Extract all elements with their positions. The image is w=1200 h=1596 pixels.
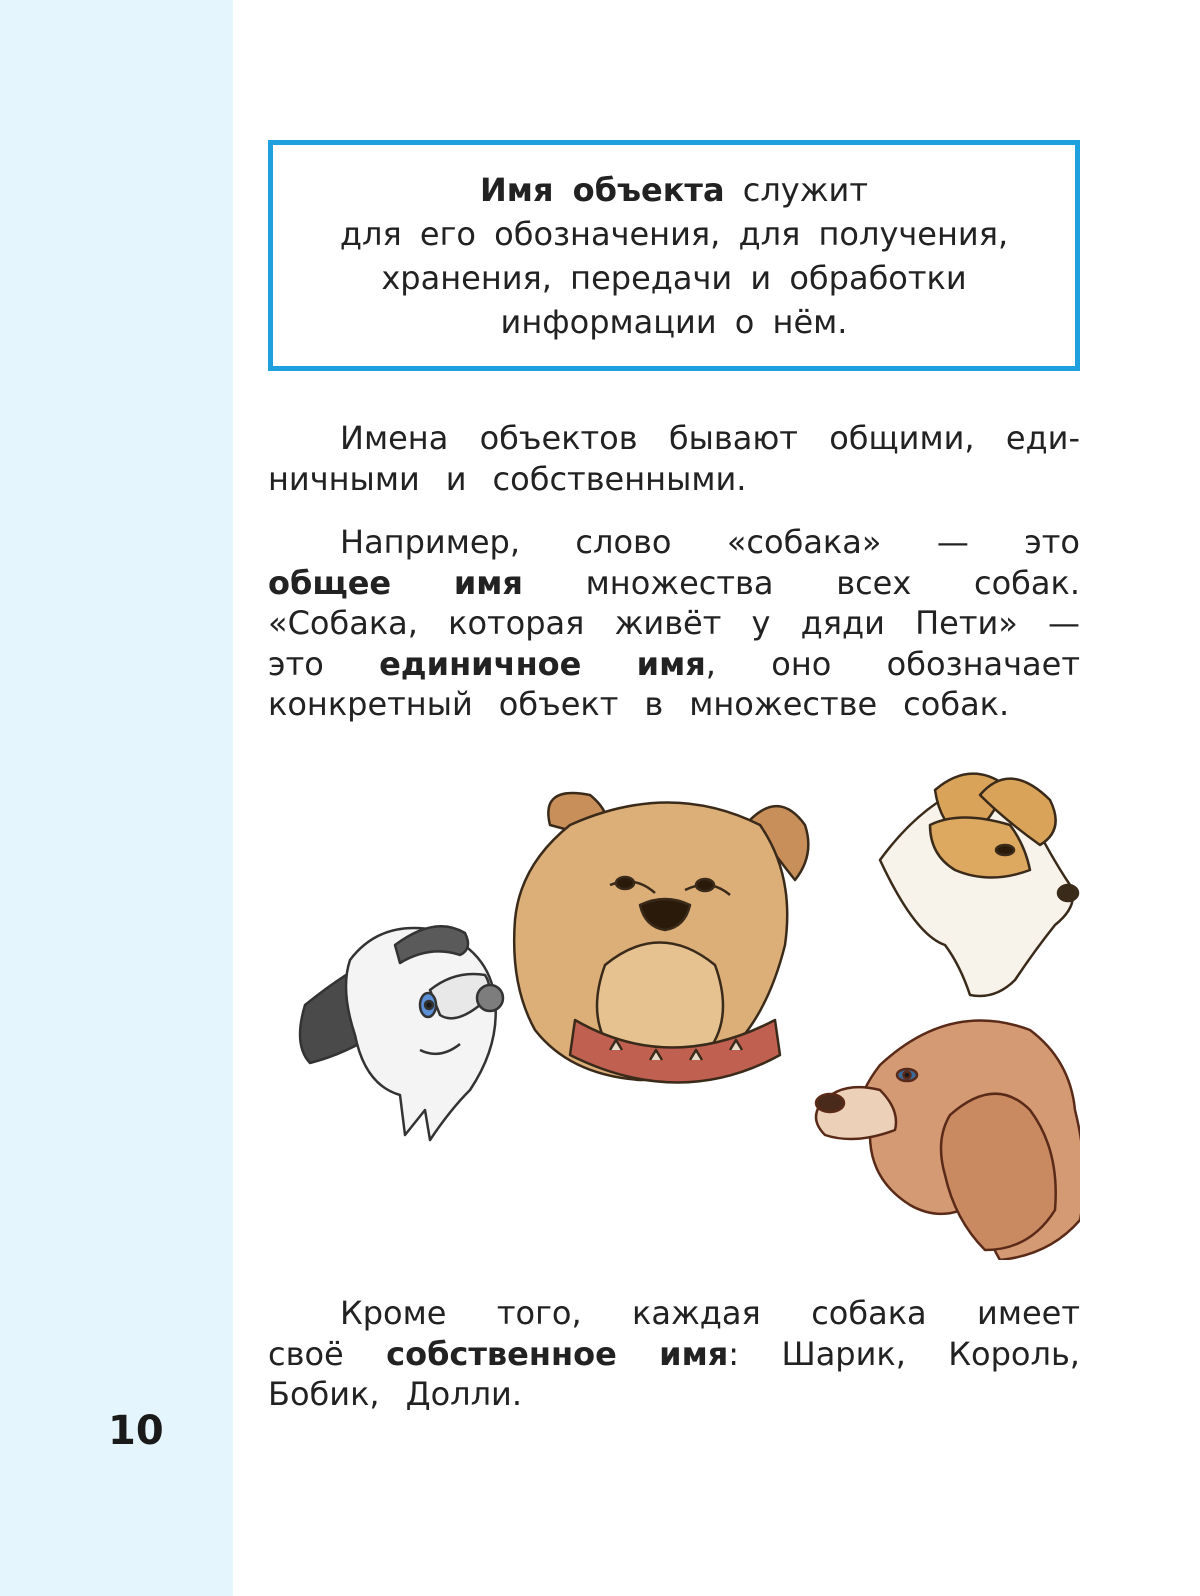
text-line: Кроме того, каждая собака имеет (340, 1294, 1080, 1332)
definition-line-2: для его обозначения, для получения, (339, 214, 1009, 253)
text-line: общее имя множества всех собак. (268, 563, 1080, 602)
term-common-name: общее (268, 563, 392, 602)
text-line: Имена объектов бывают общими, еди- (340, 419, 1080, 457)
fox-terrier-head (880, 774, 1078, 996)
text-line: это единичное имя, оно обозначает (268, 644, 1080, 683)
text-line: Например, слово «собака» — это (340, 523, 1080, 561)
page-number: 10 (108, 1408, 164, 1454)
dog-heads-illustration (280, 765, 1080, 1260)
definition-term: Имя объекта (480, 170, 725, 209)
page-margin-strip (0, 0, 233, 1596)
definition-line-3: хранения, передачи и обработки (381, 258, 967, 297)
terrier-head (300, 926, 503, 1140)
text-line: «Собака, которая живёт у дяди Пети» — (268, 604, 1080, 642)
definition-line-4: информации о нём. (500, 302, 848, 341)
text-line: ничными и собственными. (268, 459, 747, 498)
bulldog-head (514, 793, 808, 1083)
paragraph-proper-names (268, 1293, 1080, 1415)
text-line: своё собственное имя: Шарик, Король, (268, 1334, 1080, 1373)
text-line: конкретный объект в множестве собак. (268, 685, 1010, 723)
term-proper-name: собственное (386, 1334, 617, 1373)
paragraph-name-types (268, 418, 1080, 499)
definition-line-1: Имя объекта служит (480, 170, 868, 209)
spaniel-head (816, 1021, 1080, 1260)
definition-box (268, 140, 1080, 371)
paragraph-example (268, 522, 1080, 725)
text-line: Бобик, Долли. (268, 1375, 523, 1413)
term-single-name: единичное (379, 644, 582, 683)
